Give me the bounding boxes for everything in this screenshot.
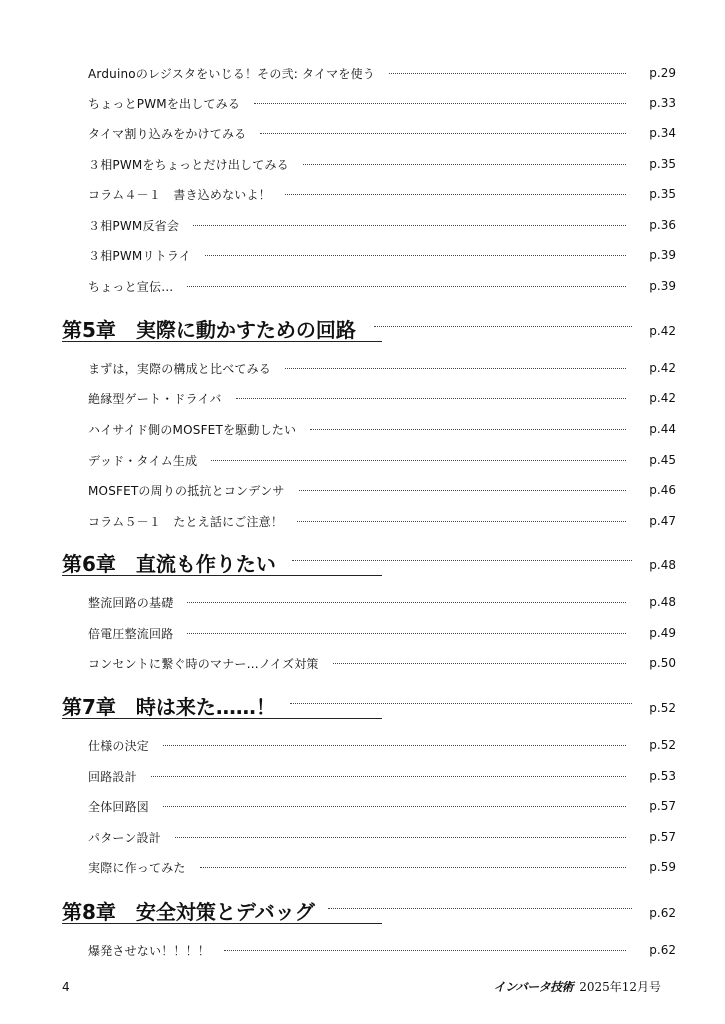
chapter-page: p.52	[649, 701, 676, 715]
dot-leader	[297, 521, 626, 522]
toc-entry[interactable]	[88, 246, 676, 264]
toc-entry[interactable]	[88, 185, 676, 203]
entry-page: p.57	[649, 830, 676, 844]
entry-page: p.46	[649, 483, 676, 497]
entry-page: p.36	[649, 218, 676, 232]
toc-entry[interactable]	[88, 941, 676, 959]
entry-title: 絶縁型ゲート・ドライバ	[88, 391, 222, 406]
entry-page: p.49	[649, 626, 676, 640]
entry-title: コラム５－１ たとえ話にご注意！	[88, 514, 284, 529]
dot-leader	[389, 73, 626, 74]
toc-entry[interactable]	[88, 736, 676, 754]
entry-title: ちょっとPWMを出してみる	[88, 96, 241, 111]
chapter-page: p.62	[649, 906, 676, 920]
dot-leader	[151, 776, 626, 777]
toc-entry[interactable]	[88, 389, 676, 407]
entry-title: パターン設計	[88, 830, 161, 845]
dot-leader	[211, 460, 626, 461]
entry-page: p.52	[649, 738, 676, 752]
toc-entry[interactable]	[88, 277, 676, 295]
dot-leader	[299, 490, 626, 491]
dot-leader	[200, 867, 626, 868]
entry-title: 仕様の決定	[88, 738, 150, 753]
entry-title: 整流回路の基礎	[88, 595, 174, 610]
entry-title: 回路設計	[88, 769, 137, 784]
dot-leader	[290, 703, 632, 704]
entry-title: ３相PWMをちょっとだけ出してみる	[88, 157, 289, 172]
toc-entry[interactable]	[88, 64, 676, 82]
toc-entry[interactable]	[88, 359, 676, 377]
dot-leader	[333, 663, 626, 664]
entry-title: まずは，実際の構成と比べてみる	[88, 361, 272, 376]
dot-leader	[187, 633, 626, 634]
page-number: 4	[62, 980, 70, 994]
entry-page: p.34	[649, 126, 676, 140]
chapter-underline	[62, 575, 382, 576]
entry-title: 倍電圧整流回路	[88, 626, 174, 641]
dot-leader	[193, 225, 626, 226]
entry-page: p.47	[649, 514, 676, 528]
chapter-heading[interactable]	[62, 691, 676, 721]
toc-entry[interactable]	[88, 654, 676, 672]
toc-entry[interactable]	[88, 124, 676, 142]
toc-entry[interactable]	[88, 767, 676, 785]
chapter-underline	[62, 923, 382, 924]
dot-leader	[187, 286, 626, 287]
chapter-underline	[62, 718, 382, 719]
chapter-heading[interactable]	[62, 314, 676, 344]
entry-page: p.42	[649, 361, 676, 375]
chapter-heading[interactable]	[62, 896, 676, 926]
entry-title: デッド・タイム生成	[88, 453, 198, 468]
entry-title: タイマ割り込みをかけてみる	[88, 126, 247, 141]
toc-entry[interactable]	[88, 858, 676, 876]
entry-title: Arduinoのレジスタをいじる！その弐: タイマを使う	[88, 66, 375, 81]
chapter-title: 第7章 時は来た……！	[62, 695, 276, 719]
entry-page: p.57	[649, 799, 676, 813]
dot-leader	[292, 560, 632, 561]
toc-entry[interactable]	[88, 420, 676, 438]
issue-date: 2025年12月号	[579, 980, 661, 994]
dot-leader	[163, 745, 626, 746]
toc-entry[interactable]	[88, 624, 676, 642]
entry-title: コラム４－１ 書き込めないよ！	[88, 187, 271, 202]
toc-entry[interactable]	[88, 593, 676, 611]
dot-leader	[224, 950, 626, 951]
entry-title: ３相PWMリトライ	[88, 248, 191, 263]
entry-page: p.35	[649, 157, 676, 171]
toc-entry[interactable]	[88, 216, 676, 234]
chapter-heading[interactable]	[62, 548, 676, 578]
chapter-title: 第8章 安全対策とデバッグ	[62, 900, 315, 924]
dot-leader	[285, 194, 626, 195]
entry-title: ３相PWM反省会	[88, 218, 180, 233]
chapter-title: 第5章 実際に動かすための回路	[62, 318, 356, 342]
dot-leader	[175, 837, 626, 838]
chapter-page: p.48	[649, 558, 676, 572]
chapter-page: p.42	[649, 324, 676, 338]
dot-leader	[163, 806, 626, 807]
toc-entry[interactable]	[88, 797, 676, 815]
entry-title: 爆発させない！！！！	[88, 943, 211, 958]
entry-page: p.39	[649, 279, 676, 293]
dot-leader	[328, 908, 632, 909]
toc-entry[interactable]	[88, 155, 676, 173]
chapter-underline	[62, 341, 382, 342]
chapter-title: 第6章 直流も作りたい	[62, 552, 276, 576]
toc-entry[interactable]	[88, 94, 676, 112]
entry-page: p.33	[649, 96, 676, 110]
entry-page: p.44	[649, 422, 676, 436]
dot-leader	[374, 326, 632, 327]
dot-leader	[260, 133, 626, 134]
magazine-logo: インバータ技術	[493, 980, 574, 994]
entry-page: p.48	[649, 595, 676, 609]
entry-page: p.62	[649, 943, 676, 957]
dot-leader	[187, 602, 626, 603]
dot-leader	[310, 429, 626, 430]
dot-leader	[254, 103, 626, 104]
entry-page: p.50	[649, 656, 676, 670]
toc-entry[interactable]	[88, 512, 676, 530]
toc-entry[interactable]	[88, 481, 676, 499]
entry-title: ちょっと宣伝…	[88, 279, 174, 294]
entry-page: p.45	[649, 453, 676, 467]
entry-title: ハイサイド側のMOSFETを駆動したい	[88, 422, 297, 437]
entry-page: p.29	[649, 66, 676, 80]
entry-page: p.42	[649, 391, 676, 405]
dot-leader	[303, 164, 626, 165]
entry-title: 実際に作ってみた	[88, 860, 186, 875]
entry-title: 全体回路図	[88, 799, 150, 814]
entry-title: MOSFETの周りの抵抗とコンデンサ	[88, 483, 285, 498]
dot-leader	[236, 398, 626, 399]
magazine-footer	[494, 978, 661, 995]
entry-page: p.35	[649, 187, 676, 201]
dot-leader	[205, 255, 626, 256]
entry-page: p.39	[649, 248, 676, 262]
toc-entry[interactable]	[88, 828, 676, 846]
dot-leader	[285, 368, 626, 369]
entry-page: p.53	[649, 769, 676, 783]
entry-title: コンセントに繋ぐ時のマナー…ノイズ対策	[88, 656, 319, 671]
toc-entry[interactable]	[88, 451, 676, 469]
entry-page: p.59	[649, 860, 676, 874]
